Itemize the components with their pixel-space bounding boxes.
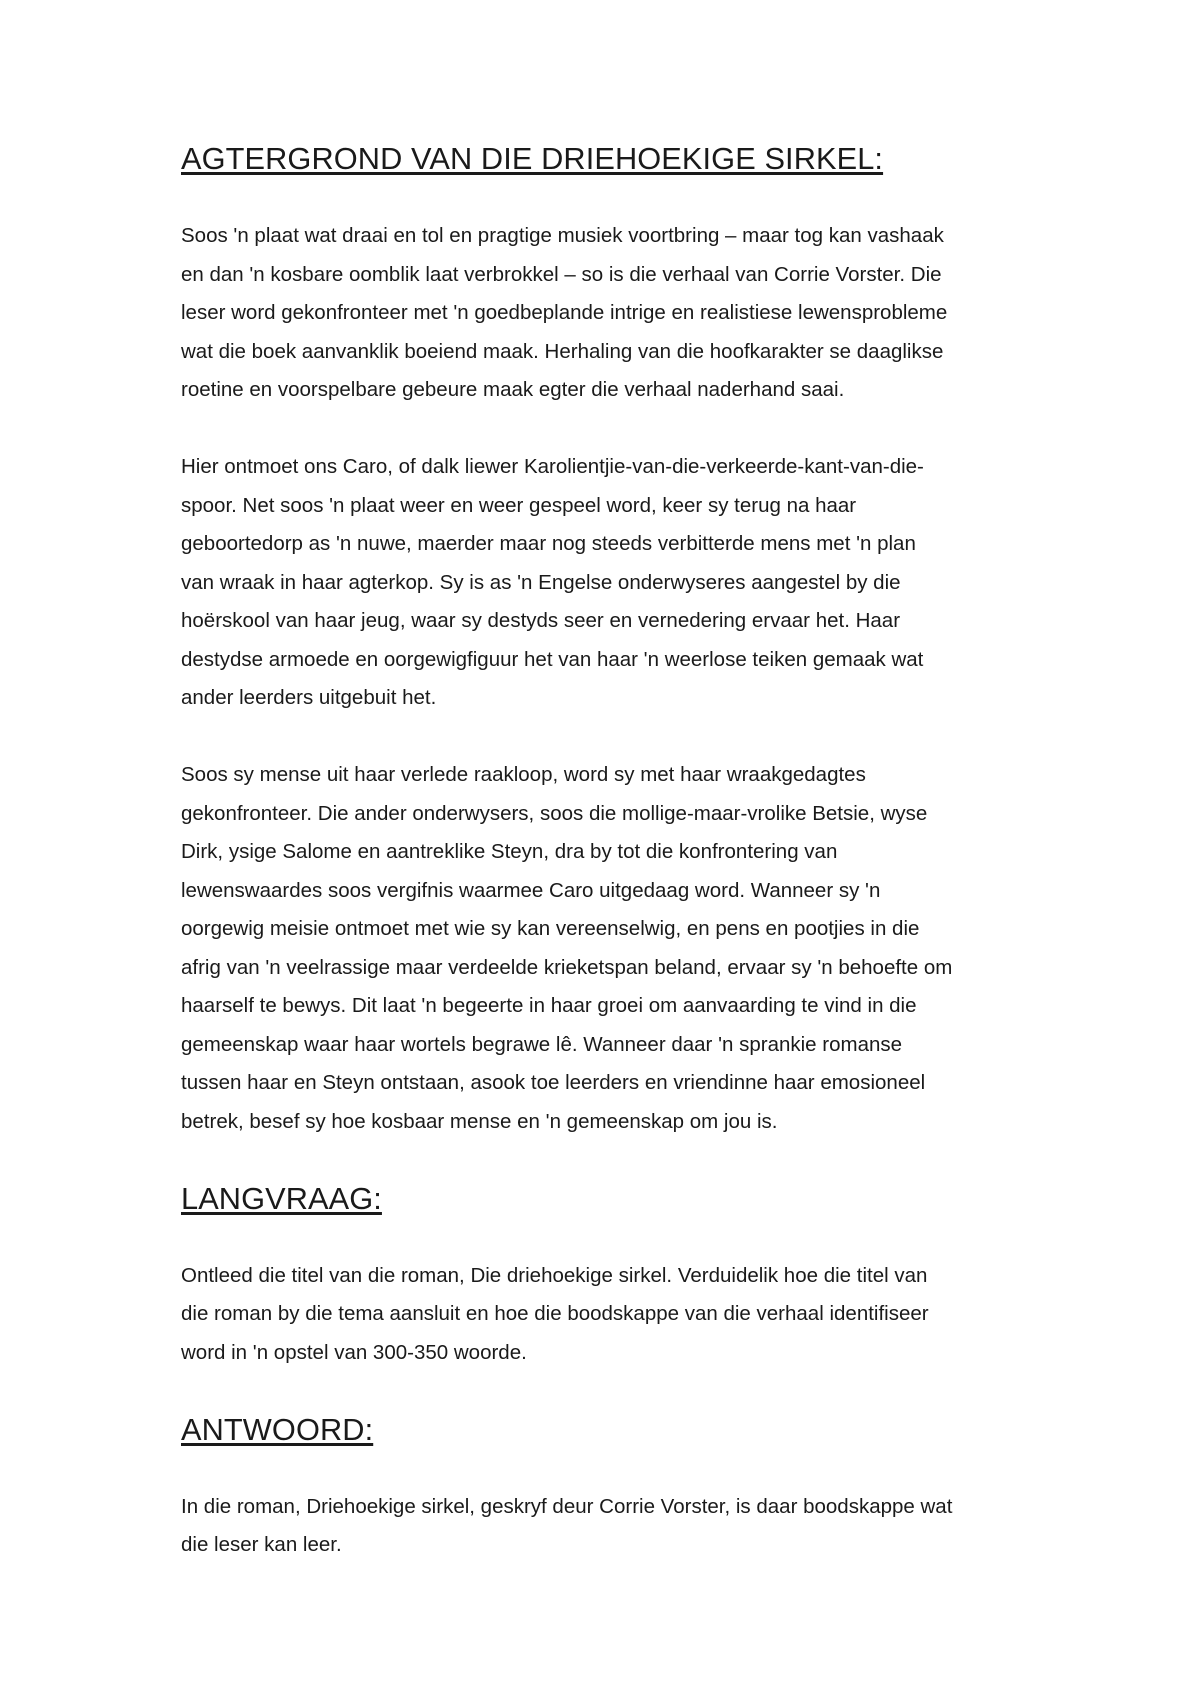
text-line: roetine en voorspelbare gebeure maak egter die verhaal naderhand saai. xyxy=(181,378,845,401)
paragraph-question xyxy=(181,1257,1041,1373)
text-line: Soos sy mense uit haar verlede raakloop, word sy met haar wraakgedagtes xyxy=(181,763,866,786)
text-line: oorgewig meisie ontmoet met wie sy kan vereenselwig, en pens en pootjies in die xyxy=(181,917,920,940)
text-line: die leser kan leer. xyxy=(181,1533,342,1556)
spacer xyxy=(181,1449,1041,1488)
spacer xyxy=(181,410,1041,449)
section-heading-agtergrond: AGTERGROND VAN DIE DRIEHOEKIGE SIRKEL: xyxy=(181,141,884,176)
section-heading-antwoord: ANTWOORD: xyxy=(181,1411,374,1447)
text-line: In die roman, Driehoekige sirkel, geskryf deur Corrie Vorster, is daar boodskappe wat xyxy=(181,1494,953,1518)
text-line: lewenswaardes soos vergifnis waarmee Caro uitgedaag word. Wanneer sy 'n xyxy=(181,878,881,902)
text-line: hoërskool van haar jeug, waar sy destyds seer en vernedering ervaar het. Haar xyxy=(181,609,901,632)
text-line: betrek, besef sy hoe kosbaar mense en 'n gemeenskap om jou is. xyxy=(181,1109,778,1133)
text-line: afrig van 'n veelrassige maar verdeelde krieketspan beland, ervaar sy 'n behoefte om xyxy=(181,955,953,979)
text-line: word in 'n opstel van 300-350 woorde. xyxy=(181,1340,527,1364)
spacer xyxy=(181,1372,1041,1411)
text-line: ander leerders uitgebuit het. xyxy=(181,686,437,709)
text-line: gemeenskap waar haar wortels begrawe lê. Wanneer daar 'n sprankie romanse xyxy=(181,1032,903,1056)
spacer xyxy=(181,1141,1041,1180)
text-line: Hier ontmoet ons Caro, of dalk liewer Karolientjie-van-die-verkeerde-kant-van-die- xyxy=(181,455,924,478)
text-line: Ontleed die titel van die roman, Die driehoekige sirkel. Verduidelik hoe die titel van xyxy=(181,1263,928,1287)
text-line: wat die boek aanvanklik boeiend maak. Herhaling van die hoofkarakter se daaglikse xyxy=(181,339,944,363)
paragraph-answer xyxy=(181,1488,1041,1565)
text-line: gekonfronteer. Die ander onderwysers, soos die mollige-maar-vrolike Betsie, wyse xyxy=(181,801,928,825)
text-line: destydse armoede en oorgewigfiguur het van haar 'n weerlose teiken gemaak wat xyxy=(181,647,924,671)
paragraph-intro xyxy=(181,217,1041,410)
document-body xyxy=(181,140,1041,1565)
paragraph-caro xyxy=(181,448,1041,718)
text-line: en dan 'n kosbare oomblik laat verbrokkel – so is die verhaal van Corrie Vorster. Die xyxy=(181,262,942,286)
spacer xyxy=(181,1218,1041,1257)
text-line: tussen haar en Steyn ontstaan, asook toe leerders en vriendinne haar emosioneel xyxy=(181,1071,926,1094)
text-line: haarself te bewys. Dit laat 'n begeerte in haar groei om aanvaarding te vind in die xyxy=(181,994,917,1017)
text-line: Dirk, ysige Salome en aantreklike Steyn, dra by tot die konfrontering van xyxy=(181,840,838,863)
text-line: geboortedorp as 'n nuwe, maerder maar nog steeds verbitterde mens met 'n plan xyxy=(181,532,916,555)
section-heading-langvraag: LANGVRAAG: xyxy=(181,1180,382,1216)
spacer xyxy=(181,179,1041,218)
text-line: spoor. Net soos 'n plaat weer en weer gespeel word, keer sy terug na haar xyxy=(181,493,857,517)
text-line: leser word gekonfronteer met 'n goedbeplande intrige en realistiese lewensprobleme xyxy=(181,301,948,324)
text-line: van wraak in haar agterkop. Sy is as 'n Engelse onderwyseres aangestel by die xyxy=(181,570,901,594)
paragraph-konfrontering xyxy=(181,756,1041,1141)
text-line: Soos 'n plaat wat draai en tol en pragtige musiek voortbring – maar tog kan vashaak xyxy=(181,224,944,247)
spacer xyxy=(181,718,1041,757)
text-line: die roman by die tema aansluit en hoe die boodskappe van die verhaal identifiseer xyxy=(181,1302,929,1325)
